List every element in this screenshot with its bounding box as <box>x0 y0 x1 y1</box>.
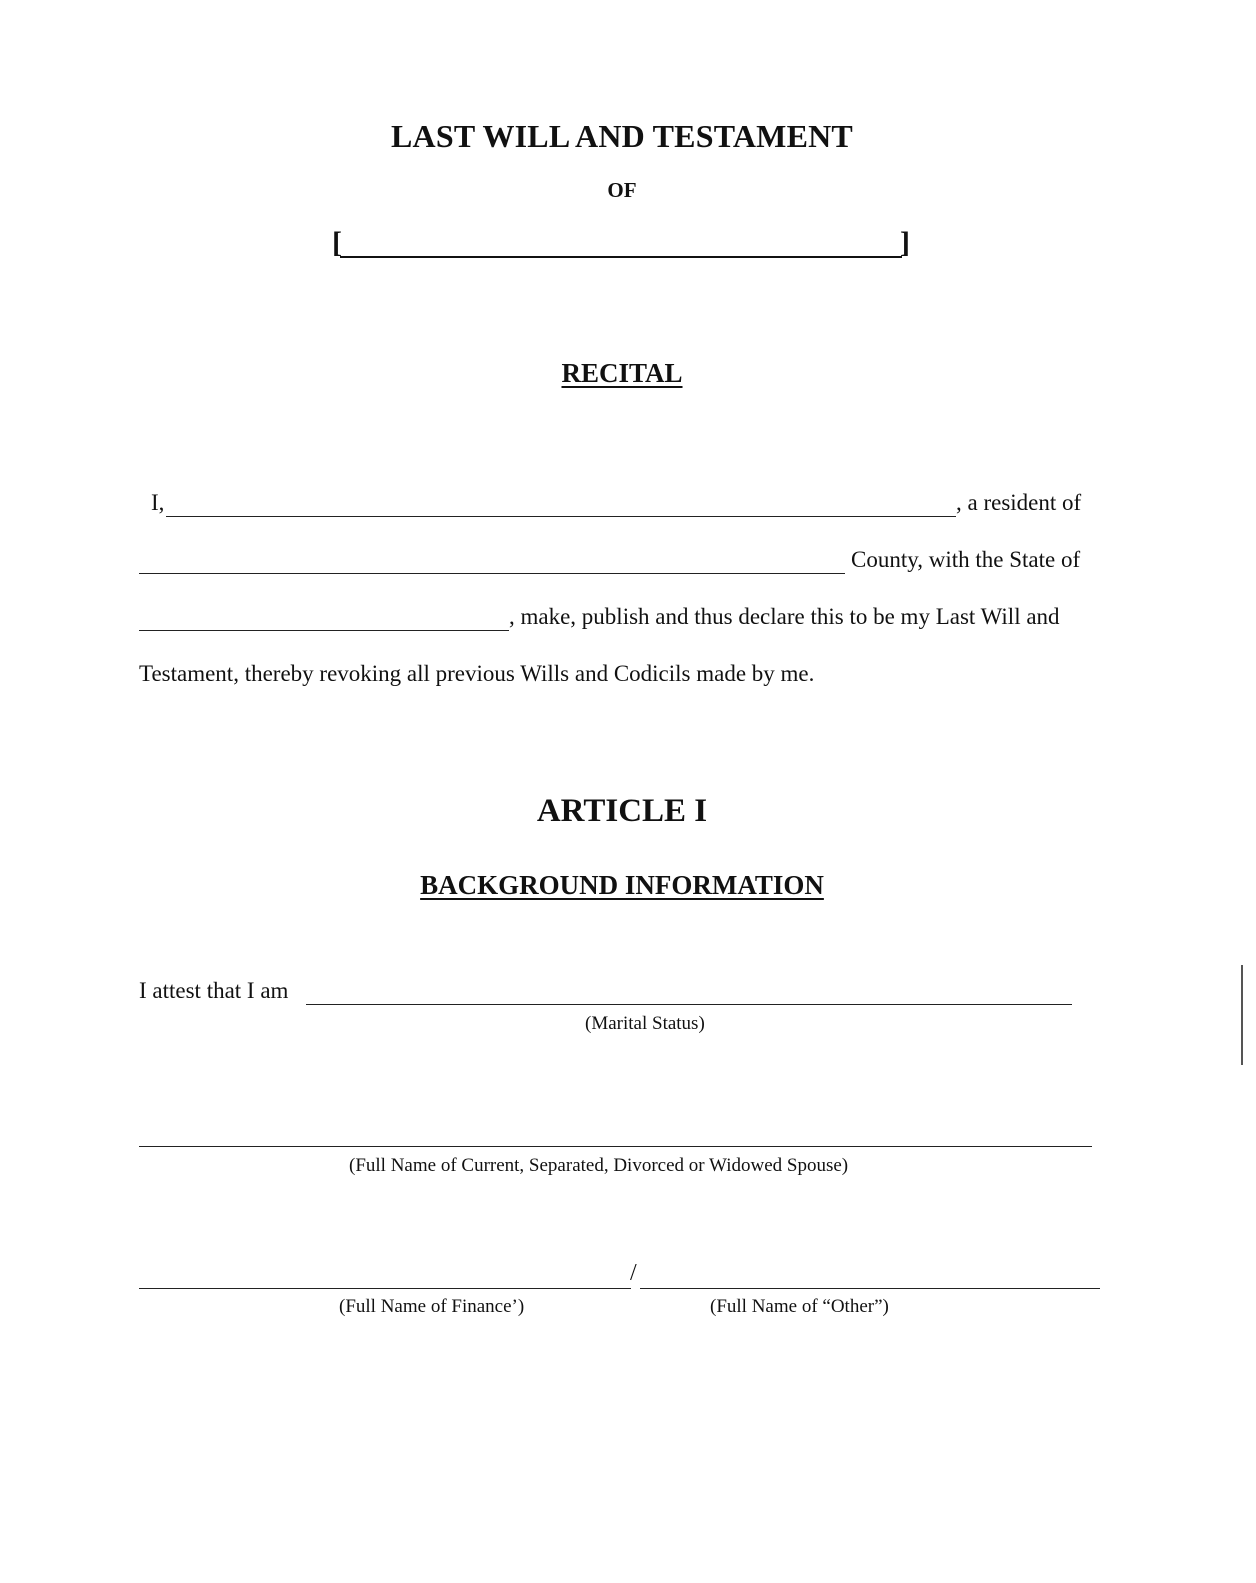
marital-status-caption: (Marital Status) <box>585 1013 705 1034</box>
name-separator: / <box>630 1260 637 1286</box>
background-heading: BACKGROUND INFORMATION <box>420 870 824 900</box>
county-blank[interactable] <box>139 573 845 574</box>
recital-heading: RECITAL <box>561 358 683 388</box>
other-name-caption: (Full Name of “Other”) <box>710 1296 889 1317</box>
close-bracket: ] <box>900 226 910 259</box>
background-heading-wrap <box>0 870 1244 901</box>
recital-line3-suffix: , make, publish and thus declare this to be my Last Will and <box>509 604 1060 629</box>
title-of: OF <box>607 178 637 202</box>
marital-status-blank[interactable] <box>306 1004 1072 1005</box>
testator-name-field[interactable] <box>332 226 910 262</box>
article-heading: ARTICLE I <box>536 793 708 829</box>
attest-prefix: I attest that I am <box>139 978 289 1003</box>
recital-line4: Testament, thereby revoking all previous Wills and Codicils made by me. <box>139 661 815 686</box>
recital-line1-suffix: , a resident of <box>956 490 1082 515</box>
document-title: LAST WILL AND TESTAMENT <box>391 118 853 154</box>
spouse-name-caption: (Full Name of Current, Separated, Divorced or Widowed Spouse) <box>349 1155 849 1176</box>
state-blank[interactable] <box>139 630 509 631</box>
open-bracket: [ <box>332 226 342 259</box>
recital-heading-wrap <box>0 358 1244 389</box>
testator-name-blank-recital[interactable] <box>166 516 956 517</box>
recital-line2-suffix: County, with the State of <box>851 547 1081 572</box>
page-edge-mark <box>1241 965 1243 1065</box>
spouse-name-blank[interactable] <box>139 1146 1092 1147</box>
fiance-name-blank[interactable] <box>139 1288 631 1289</box>
fiance-name-caption: (Full Name of Finance’) <box>339 1296 525 1317</box>
testator-name-blank[interactable] <box>340 256 902 258</box>
other-name-blank[interactable] <box>640 1288 1100 1289</box>
recital-line1-prefix: I, <box>151 490 165 515</box>
